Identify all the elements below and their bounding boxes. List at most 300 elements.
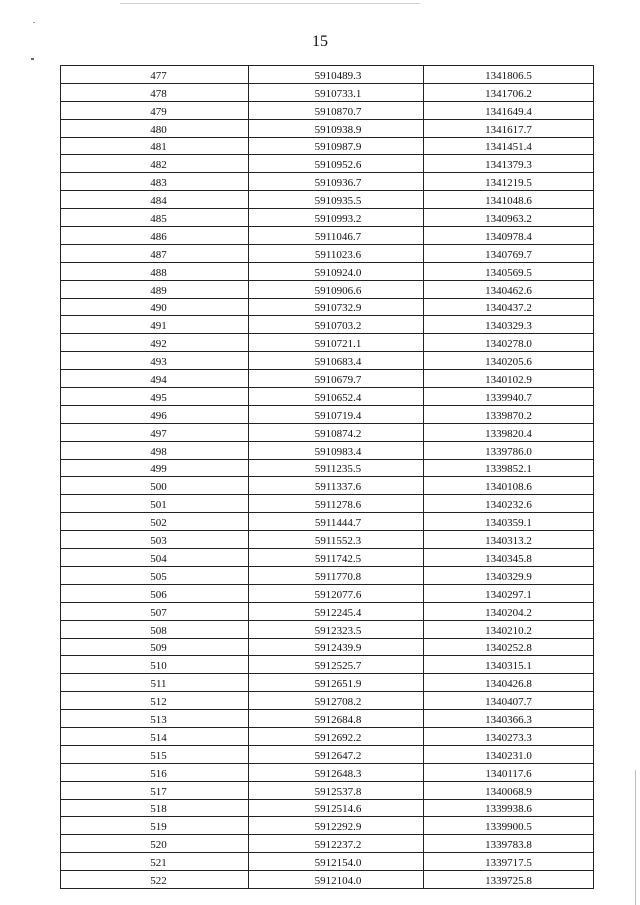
- point-number-cell: [61, 191, 249, 209]
- cell-value: 1340426.8: [485, 678, 532, 691]
- point-number-cell: [61, 763, 249, 781]
- cell-value: 5911337.6: [314, 481, 362, 494]
- y-coordinate-cell: [424, 620, 594, 638]
- table-row: [61, 244, 594, 262]
- cell-value: 5912708.2: [314, 696, 362, 709]
- x-coordinate-cell: [249, 727, 424, 745]
- cell-value: 512: [150, 696, 167, 709]
- cell-value: 5911770.8: [314, 570, 362, 583]
- point-number-cell: [61, 262, 249, 280]
- cell-value: 478: [150, 87, 167, 100]
- cell-value: 5912439.9: [314, 642, 362, 655]
- cell-value: 507: [150, 606, 167, 619]
- table-row: [61, 298, 594, 316]
- y-coordinate-cell: [424, 566, 594, 584]
- table-row: [61, 513, 594, 531]
- cell-value: 488: [150, 266, 167, 279]
- point-number-cell: [61, 316, 249, 334]
- point-number-cell: [61, 298, 249, 316]
- cell-value: 1340978.4: [485, 230, 532, 243]
- y-coordinate-cell: [424, 710, 594, 728]
- y-coordinate-cell: [424, 835, 594, 853]
- x-coordinate-cell: [249, 692, 424, 710]
- cell-value: 5910679.7: [314, 374, 362, 387]
- y-coordinate-cell: [424, 531, 594, 549]
- point-number-cell: [61, 549, 249, 567]
- cell-value: 491: [150, 320, 167, 333]
- cell-value: 5912525.7: [314, 660, 362, 673]
- cell-value: 1341649.4: [485, 105, 532, 118]
- table-row: [61, 477, 594, 495]
- cell-value: 520: [150, 839, 167, 852]
- table-row: [61, 871, 594, 889]
- cell-value: 479: [150, 105, 167, 118]
- point-number-cell: [61, 566, 249, 584]
- cell-value: 498: [150, 445, 167, 458]
- cell-value: 1340329.3: [485, 320, 532, 333]
- table-row: [61, 763, 594, 781]
- x-coordinate-cell: [249, 817, 424, 835]
- table-row: [61, 799, 594, 817]
- point-number-cell: [61, 83, 249, 101]
- table-row: [61, 692, 594, 710]
- y-coordinate-cell: [424, 280, 594, 298]
- x-coordinate-cell: [249, 334, 424, 352]
- point-number-cell: [61, 209, 249, 227]
- cell-value: 497: [150, 427, 167, 440]
- cell-value: 505: [150, 570, 167, 583]
- x-coordinate-cell: [249, 137, 424, 155]
- cell-value: 1340345.8: [485, 552, 532, 565]
- x-coordinate-cell: [249, 66, 424, 84]
- cell-value: 5912104.0: [314, 874, 362, 887]
- x-coordinate-cell: [249, 191, 424, 209]
- x-coordinate-cell: [249, 209, 424, 227]
- y-coordinate-cell: [424, 137, 594, 155]
- point-number-cell: [61, 244, 249, 262]
- cell-value: 499: [150, 463, 167, 476]
- page-number: 15: [312, 33, 328, 50]
- cell-value: 1339900.5: [485, 821, 532, 834]
- x-coordinate-cell: [249, 602, 424, 620]
- x-coordinate-cell: [249, 227, 424, 245]
- cell-value: 1339717.5: [485, 857, 532, 870]
- y-coordinate-cell: [424, 155, 594, 173]
- x-coordinate-cell: [249, 799, 424, 817]
- cell-value: 1341617.7: [485, 123, 532, 136]
- cell-value: 516: [150, 767, 167, 780]
- table-row: [61, 83, 594, 101]
- y-coordinate-cell: [424, 477, 594, 495]
- cell-value: 1339786.0: [485, 445, 532, 458]
- cell-value: 521: [150, 857, 167, 870]
- cell-value: 1340278.0: [485, 338, 532, 351]
- cell-value: 1340315.1: [485, 660, 532, 673]
- table-row: [61, 781, 594, 799]
- cell-value: 1340313.2: [485, 535, 532, 548]
- table-row: [61, 817, 594, 835]
- y-coordinate-cell: [424, 370, 594, 388]
- cell-value: 1340359.1: [485, 517, 532, 530]
- y-coordinate-cell: [424, 781, 594, 799]
- point-number-cell: [61, 119, 249, 137]
- cell-value: 1339940.7: [485, 391, 532, 404]
- x-coordinate-cell: [249, 388, 424, 406]
- table-row: [61, 638, 594, 656]
- cell-value: 510: [150, 660, 167, 673]
- cell-value: 517: [150, 785, 167, 798]
- y-coordinate-cell: [424, 799, 594, 817]
- cell-value: 5912648.3: [314, 767, 362, 780]
- table-row: [61, 745, 594, 763]
- cell-value: 518: [150, 803, 167, 816]
- cell-value: 5911742.5: [314, 552, 362, 565]
- cell-value: 5912245.4: [314, 606, 362, 619]
- point-number-cell: [61, 352, 249, 370]
- cell-value: 1339938.6: [485, 803, 532, 816]
- point-number-cell: [61, 584, 249, 602]
- cell-value: 489: [150, 284, 167, 297]
- cell-value: 5910924.0: [314, 266, 362, 279]
- table-row: [61, 566, 594, 584]
- cell-value: 5910732.9: [314, 302, 362, 315]
- y-coordinate-cell: [424, 817, 594, 835]
- y-coordinate-cell: [424, 191, 594, 209]
- point-number-cell: [61, 638, 249, 656]
- cell-value: 490: [150, 302, 167, 315]
- y-coordinate-cell: [424, 459, 594, 477]
- cell-value: 1341806.5: [485, 69, 532, 82]
- cell-value: 5910993.2: [314, 213, 362, 226]
- cell-value: 1340232.6: [485, 499, 532, 512]
- cell-value: 5910987.9: [314, 141, 362, 154]
- cell-value: 1339820.4: [485, 427, 532, 440]
- cell-value: 508: [150, 624, 167, 637]
- point-number-cell: [61, 620, 249, 638]
- x-coordinate-cell: [249, 513, 424, 531]
- cell-value: 511: [150, 678, 167, 691]
- y-coordinate-cell: [424, 119, 594, 137]
- point-number-cell: [61, 477, 249, 495]
- cell-value: 1340102.9: [485, 374, 532, 387]
- cell-value: 495: [150, 391, 167, 404]
- y-coordinate-cell: [424, 495, 594, 513]
- table-row: [61, 405, 594, 423]
- table-row: [61, 227, 594, 245]
- table-row: [61, 727, 594, 745]
- cell-value: 502: [150, 517, 167, 530]
- cell-value: 1340407.7: [485, 696, 532, 709]
- x-coordinate-cell: [249, 441, 424, 459]
- cell-value: 5912684.8: [314, 713, 362, 726]
- scan-artifact-top-line: [120, 3, 420, 4]
- table-row: [61, 66, 594, 84]
- cell-value: 501: [150, 499, 167, 512]
- cell-value: 5910870.7: [314, 105, 362, 118]
- point-number-cell: [61, 227, 249, 245]
- x-coordinate-cell: [249, 638, 424, 656]
- point-number-cell: [61, 692, 249, 710]
- point-number-cell: [61, 745, 249, 763]
- coordinates-table-body: [61, 66, 594, 889]
- cell-value: 5912692.2: [314, 731, 362, 744]
- x-coordinate-cell: [249, 280, 424, 298]
- cell-value: 5910733.1: [314, 87, 362, 100]
- cell-value: 5911023.6: [314, 248, 362, 261]
- cell-value: 5911444.7: [314, 517, 362, 530]
- coordinates-table: [60, 65, 594, 889]
- y-coordinate-cell: [424, 638, 594, 656]
- point-number-cell: [61, 280, 249, 298]
- cell-value: 1339783.8: [485, 839, 532, 852]
- cell-value: 1340462.6: [485, 284, 532, 297]
- table-row: [61, 710, 594, 728]
- cell-value: 1340366.3: [485, 713, 532, 726]
- cell-value: 493: [150, 356, 167, 369]
- x-coordinate-cell: [249, 370, 424, 388]
- x-coordinate-cell: [249, 423, 424, 441]
- cell-value: 5911235.5: [314, 463, 362, 476]
- cell-value: 5910719.4: [314, 409, 362, 422]
- cell-value: 1339870.2: [485, 409, 532, 422]
- y-coordinate-cell: [424, 656, 594, 674]
- cell-value: 515: [150, 749, 167, 762]
- x-coordinate-cell: [249, 119, 424, 137]
- y-coordinate-cell: [424, 763, 594, 781]
- y-coordinate-cell: [424, 745, 594, 763]
- cell-value: 1341379.3: [485, 159, 532, 172]
- point-number-cell: [61, 656, 249, 674]
- table-row: [61, 155, 594, 173]
- cell-value: 5910936.7: [314, 177, 362, 190]
- point-number-cell: [61, 370, 249, 388]
- table-row: [61, 441, 594, 459]
- point-number-cell: [61, 155, 249, 173]
- cell-value: 1340963.2: [485, 213, 532, 226]
- y-coordinate-cell: [424, 352, 594, 370]
- point-number-cell: [61, 173, 249, 191]
- y-coordinate-cell: [424, 173, 594, 191]
- x-coordinate-cell: [249, 155, 424, 173]
- point-number-cell: [61, 799, 249, 817]
- cell-value: 1340205.6: [485, 356, 532, 369]
- point-number-cell: [61, 459, 249, 477]
- y-coordinate-cell: [424, 334, 594, 352]
- cell-value: 5910721.1: [314, 338, 362, 351]
- cell-value: 1340210.2: [485, 624, 532, 637]
- table-row: [61, 173, 594, 191]
- table-row: [61, 620, 594, 638]
- point-number-cell: [61, 602, 249, 620]
- cell-value: 1340117.6: [485, 767, 532, 780]
- y-coordinate-cell: [424, 298, 594, 316]
- x-coordinate-cell: [249, 531, 424, 549]
- cell-value: 1341706.2: [485, 87, 532, 100]
- y-coordinate-cell: [424, 692, 594, 710]
- cell-value: 509: [150, 642, 167, 655]
- cell-value: 513: [150, 713, 167, 726]
- cell-value: 1340252.8: [485, 642, 532, 655]
- x-coordinate-cell: [249, 477, 424, 495]
- y-coordinate-cell: [424, 66, 594, 84]
- point-number-cell: [61, 781, 249, 799]
- cell-value: 1340769.7: [485, 248, 532, 261]
- cell-value: 480: [150, 123, 167, 136]
- point-number-cell: [61, 835, 249, 853]
- x-coordinate-cell: [249, 620, 424, 638]
- cell-value: 5911046.7: [314, 230, 362, 243]
- cell-value: 5910683.4: [314, 356, 362, 369]
- x-coordinate-cell: [249, 173, 424, 191]
- y-coordinate-cell: [424, 423, 594, 441]
- cell-value: 504: [150, 552, 167, 565]
- y-coordinate-cell: [424, 316, 594, 334]
- cell-value: 1341451.4: [485, 141, 532, 154]
- cell-value: 5912647.2: [314, 749, 362, 762]
- cell-value: 5912292.9: [314, 821, 362, 834]
- cell-value: 1340297.1: [485, 588, 532, 601]
- y-coordinate-cell: [424, 227, 594, 245]
- x-coordinate-cell: [249, 674, 424, 692]
- y-coordinate-cell: [424, 209, 594, 227]
- cell-value: 485: [150, 213, 167, 226]
- x-coordinate-cell: [249, 244, 424, 262]
- cell-value: 1340273.3: [485, 731, 532, 744]
- cell-value: 5912537.8: [314, 785, 362, 798]
- cell-value: 494: [150, 374, 167, 387]
- cell-value: 5910652.4: [314, 391, 362, 404]
- point-number-cell: [61, 817, 249, 835]
- table-row: [61, 656, 594, 674]
- table-row: [61, 191, 594, 209]
- y-coordinate-cell: [424, 101, 594, 119]
- table-row: [61, 262, 594, 280]
- x-coordinate-cell: [249, 101, 424, 119]
- scan-artifact-right-edge: [635, 770, 636, 905]
- point-number-cell: [61, 710, 249, 728]
- table-row: [61, 352, 594, 370]
- x-coordinate-cell: [249, 83, 424, 101]
- cell-value: 5911278.6: [314, 499, 362, 512]
- table-row: [61, 101, 594, 119]
- x-coordinate-cell: [249, 871, 424, 889]
- x-coordinate-cell: [249, 298, 424, 316]
- y-coordinate-cell: [424, 83, 594, 101]
- x-coordinate-cell: [249, 459, 424, 477]
- cell-value: 492: [150, 338, 167, 351]
- x-coordinate-cell: [249, 549, 424, 567]
- y-coordinate-cell: [424, 262, 594, 280]
- table-row: [61, 602, 594, 620]
- cell-value: 482: [150, 159, 167, 172]
- cell-value: 1339852.1: [485, 463, 532, 476]
- y-coordinate-cell: [424, 674, 594, 692]
- x-coordinate-cell: [249, 262, 424, 280]
- cell-value: 5910874.2: [314, 427, 362, 440]
- cell-value: 506: [150, 588, 167, 601]
- x-coordinate-cell: [249, 656, 424, 674]
- table-row: [61, 280, 594, 298]
- cell-value: 1340108.6: [485, 481, 532, 494]
- cell-value: 487: [150, 248, 167, 261]
- x-coordinate-cell: [249, 853, 424, 871]
- cell-value: 503: [150, 535, 167, 548]
- cell-value: 5912323.5: [314, 624, 362, 637]
- table-row: [61, 459, 594, 477]
- table-row: [61, 835, 594, 853]
- cell-value: 5910906.6: [314, 284, 362, 297]
- y-coordinate-cell: [424, 405, 594, 423]
- point-number-cell: [61, 727, 249, 745]
- scan-artifact-dot: [33, 22, 35, 23]
- x-coordinate-cell: [249, 316, 424, 334]
- table-row: [61, 137, 594, 155]
- point-number-cell: [61, 66, 249, 84]
- cell-value: 5912514.6: [314, 803, 362, 816]
- scan-artifact-dot: [31, 58, 34, 60]
- table-row: [61, 853, 594, 871]
- point-number-cell: [61, 674, 249, 692]
- x-coordinate-cell: [249, 745, 424, 763]
- table-row: [61, 531, 594, 549]
- cell-value: 500: [150, 481, 167, 494]
- point-number-cell: [61, 405, 249, 423]
- table-row: [61, 674, 594, 692]
- table-row: [61, 370, 594, 388]
- cell-value: 5910983.4: [314, 445, 362, 458]
- cell-value: 5912077.6: [314, 588, 362, 601]
- table-row: [61, 209, 594, 227]
- y-coordinate-cell: [424, 727, 594, 745]
- cell-value: 486: [150, 230, 167, 243]
- point-number-cell: [61, 137, 249, 155]
- cell-value: 1340437.2: [485, 302, 532, 315]
- y-coordinate-cell: [424, 602, 594, 620]
- table-row: [61, 549, 594, 567]
- y-coordinate-cell: [424, 549, 594, 567]
- cell-value: 484: [150, 195, 167, 208]
- cell-value: 1340231.0: [485, 749, 532, 762]
- cell-value: 5912237.2: [314, 839, 362, 852]
- y-coordinate-cell: [424, 584, 594, 602]
- point-number-cell: [61, 334, 249, 352]
- y-coordinate-cell: [424, 871, 594, 889]
- cell-value: 5910935.5: [314, 195, 362, 208]
- cell-value: 496: [150, 409, 167, 422]
- point-number-cell: [61, 441, 249, 459]
- cell-value: 477: [150, 69, 167, 82]
- table-row: [61, 119, 594, 137]
- cell-value: 1341219.5: [485, 177, 532, 190]
- cell-value: 5910938.9: [314, 123, 362, 136]
- x-coordinate-cell: [249, 781, 424, 799]
- point-number-cell: [61, 495, 249, 513]
- cell-value: 481: [150, 141, 167, 154]
- cell-value: 514: [150, 731, 167, 744]
- table-row: [61, 495, 594, 513]
- cell-value: 5912651.9: [314, 678, 362, 691]
- cell-value: 1340569.5: [485, 266, 532, 279]
- cell-value: 1340329.9: [485, 570, 532, 583]
- cell-value: 1340204.2: [485, 606, 532, 619]
- y-coordinate-cell: [424, 388, 594, 406]
- point-number-cell: [61, 853, 249, 871]
- cell-value: 5910703.2: [314, 320, 362, 333]
- x-coordinate-cell: [249, 495, 424, 513]
- cell-value: 522: [150, 874, 167, 887]
- x-coordinate-cell: [249, 566, 424, 584]
- cell-value: 5911552.3: [314, 535, 362, 548]
